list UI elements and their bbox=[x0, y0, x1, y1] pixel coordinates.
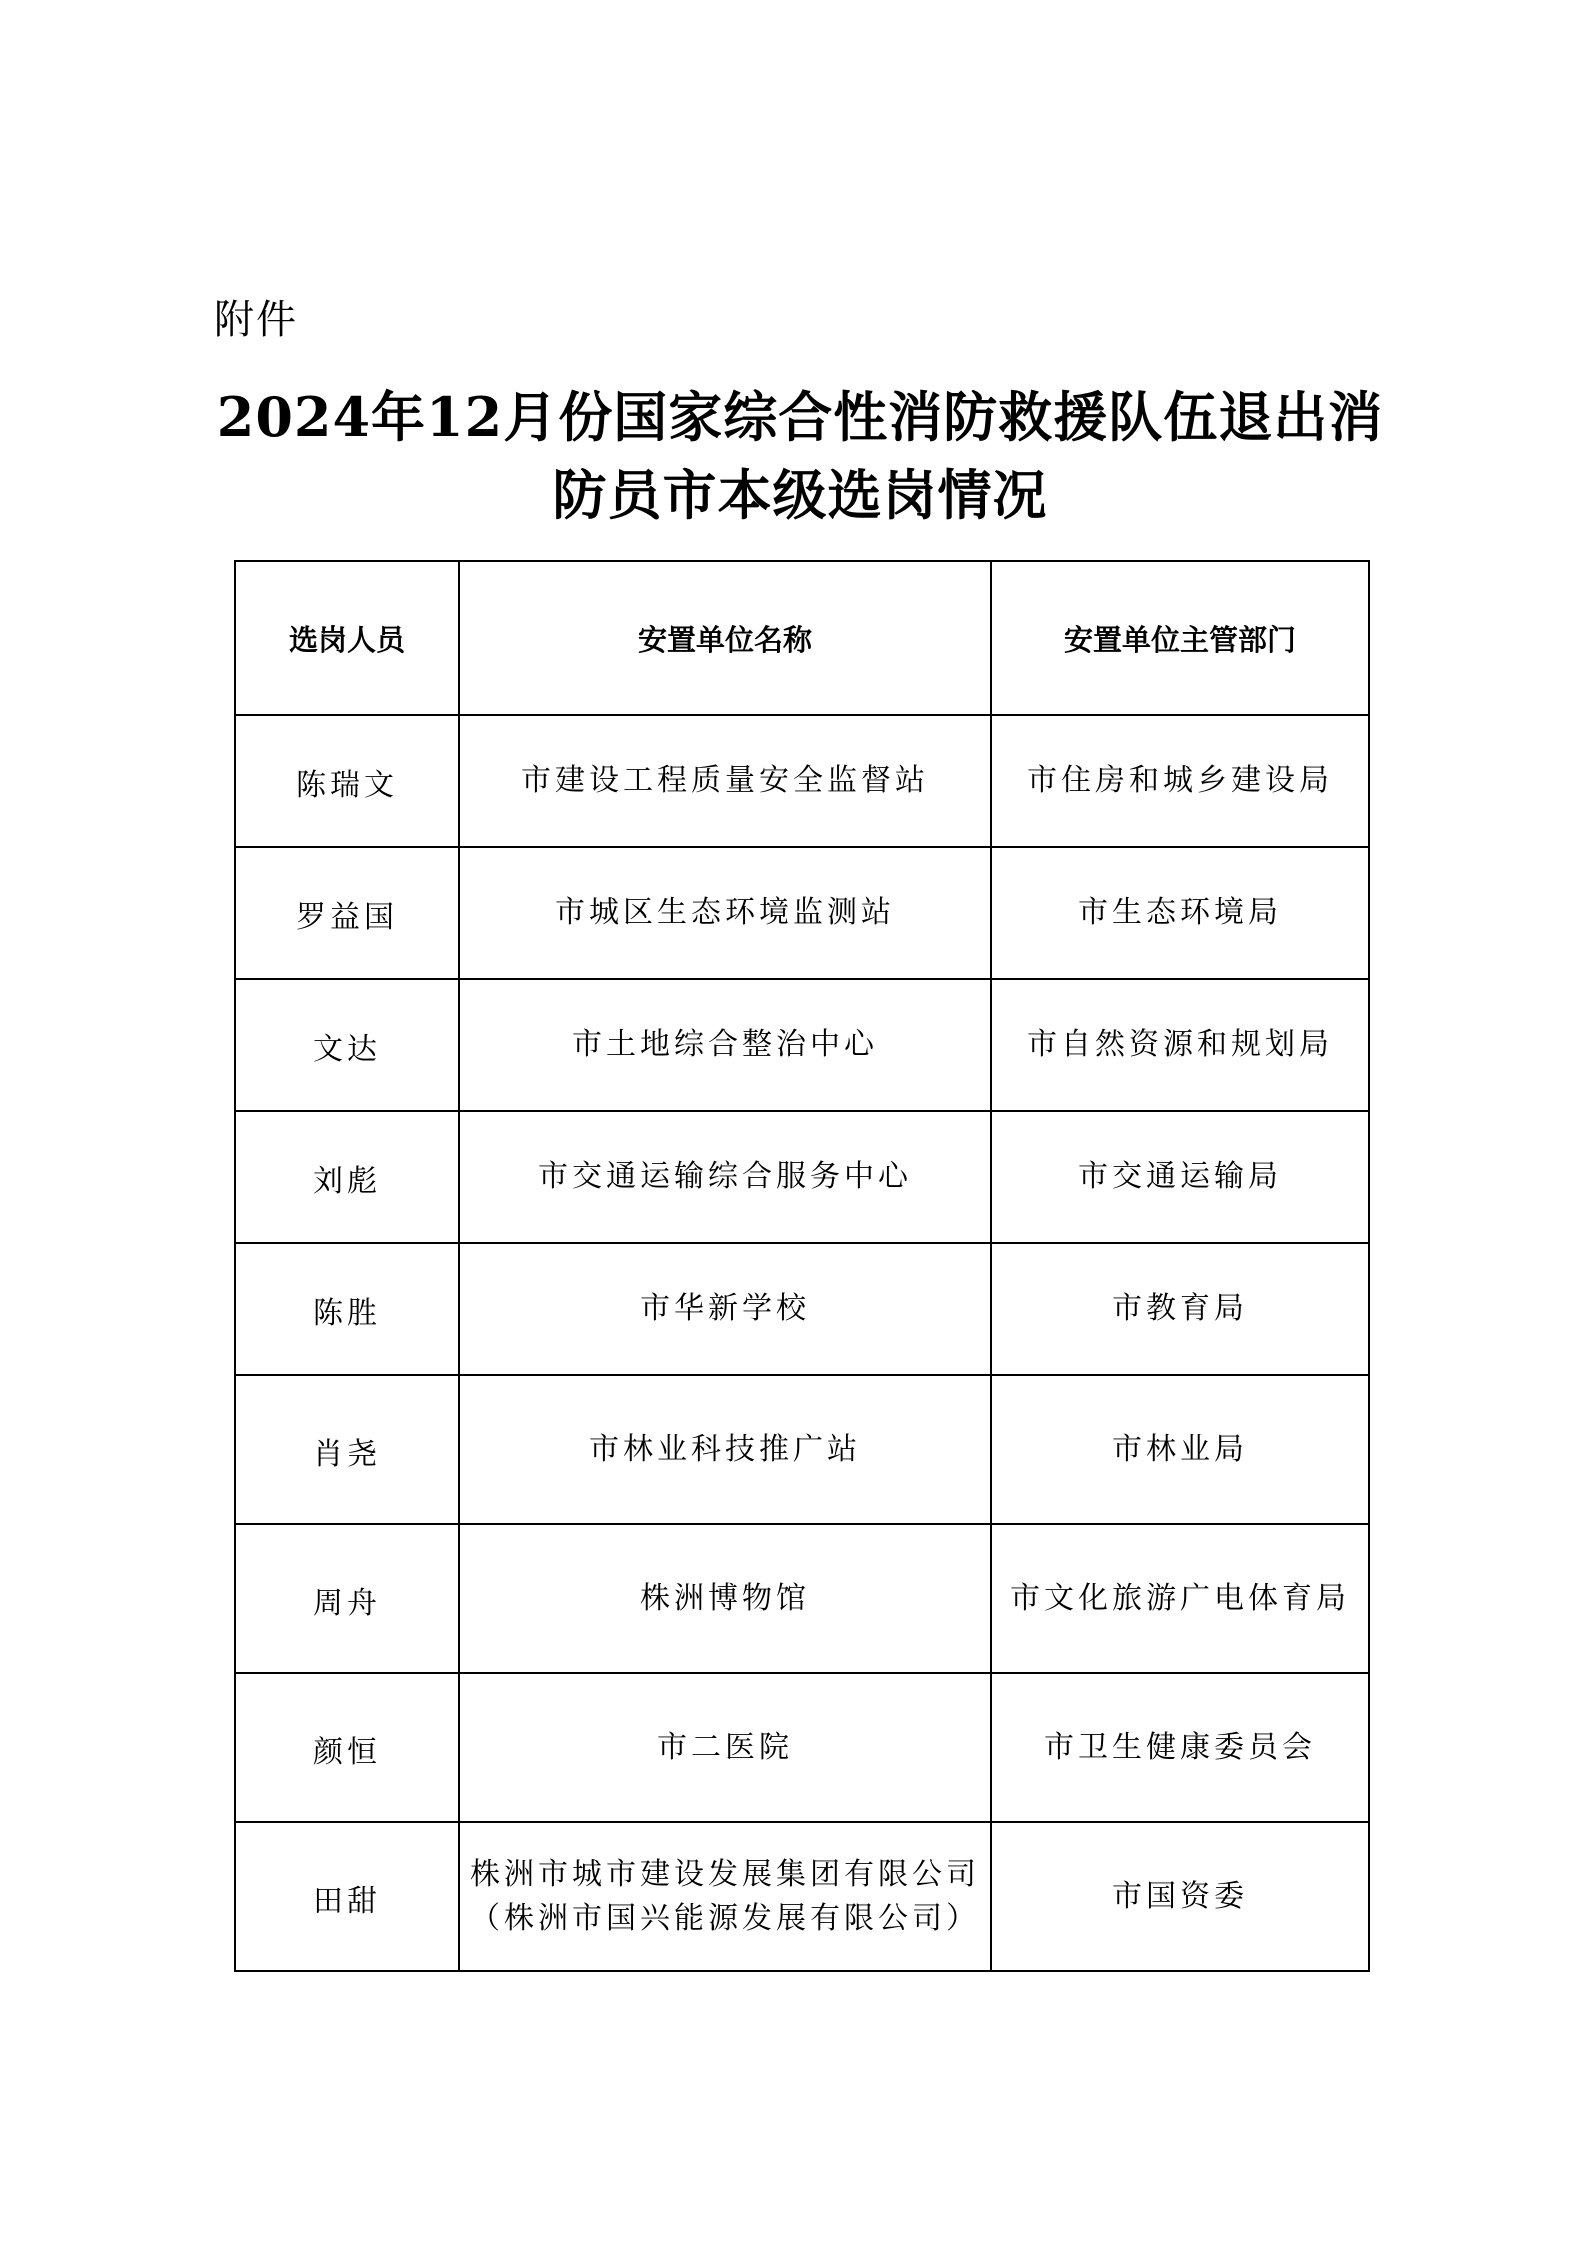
unit-line: 株洲市城市建设发展集团有限公司 bbox=[470, 1856, 980, 1892]
table-row bbox=[235, 1822, 1369, 1971]
placement-table bbox=[234, 560, 1370, 1972]
table-row bbox=[235, 979, 1369, 1111]
person-cell: 陈瑞文 bbox=[235, 715, 459, 847]
table-row bbox=[235, 847, 1369, 979]
table-header-row bbox=[235, 561, 1369, 715]
dept-cell: 市林业局 bbox=[991, 1375, 1369, 1524]
header-person: 选岗人员 bbox=[235, 561, 459, 715]
unit-cell bbox=[459, 715, 991, 847]
person-cell: 周舟 bbox=[235, 1524, 459, 1673]
header-unit: 安置单位名称 bbox=[459, 561, 991, 715]
table-row bbox=[235, 1524, 1369, 1673]
table-row bbox=[235, 1375, 1369, 1524]
dept-cell: 市住房和城乡建设局 bbox=[991, 715, 1369, 847]
table-row bbox=[235, 1673, 1369, 1822]
title-line-1: 2024年12月份国家综合性消防救援队伍退出消 bbox=[216, 385, 1384, 449]
dept-cell: 市国资委 bbox=[991, 1822, 1369, 1971]
dept-cell: 市卫生健康委员会 bbox=[991, 1673, 1369, 1822]
unit-cell bbox=[459, 979, 991, 1111]
attachment-label: 附件 bbox=[214, 297, 298, 343]
dept-cell: 市交通运输局 bbox=[991, 1111, 1369, 1243]
person-cell: 田甜 bbox=[235, 1822, 459, 1971]
unit-cell bbox=[459, 1111, 991, 1243]
unit-cell bbox=[459, 1375, 991, 1524]
person-cell: 罗益国 bbox=[235, 847, 459, 979]
table-row bbox=[235, 715, 1369, 847]
dept-cell: 市自然资源和规划局 bbox=[991, 979, 1369, 1111]
unit-cell bbox=[459, 1524, 991, 1673]
unit-cell bbox=[459, 847, 991, 979]
dept-cell: 市生态环境局 bbox=[991, 847, 1369, 979]
unit-line: 市华新学校 bbox=[640, 1291, 810, 1326]
person-cell: 陈胜 bbox=[235, 1243, 459, 1375]
unit-cell bbox=[459, 1243, 991, 1375]
dept-cell: 市教育局 bbox=[991, 1243, 1369, 1375]
unit-line: 株洲博物馆 bbox=[640, 1580, 810, 1616]
person-cell: 文达 bbox=[235, 979, 459, 1111]
unit-line: 市土地综合整治中心 bbox=[572, 1027, 878, 1062]
table-row bbox=[235, 1243, 1369, 1375]
unit-line: 市林业科技推广站 bbox=[589, 1431, 861, 1467]
table-row bbox=[235, 1111, 1369, 1243]
title-line-2: 防员市本级选岗情况 bbox=[552, 463, 1048, 527]
header-dept: 安置单位主管部门 bbox=[991, 561, 1369, 715]
person-cell: 颜恒 bbox=[235, 1673, 459, 1822]
dept-cell: 市文化旅游广电体育局 bbox=[991, 1524, 1369, 1673]
unit-line: （株洲市国兴能源发展有限公司） bbox=[470, 1900, 980, 1936]
unit-cell bbox=[459, 1673, 991, 1822]
unit-cell bbox=[459, 1822, 991, 1971]
unit-line: 市城区生态环境监测站 bbox=[555, 895, 895, 930]
unit-line: 市交通运输综合服务中心 bbox=[538, 1159, 912, 1194]
unit-line: 市二医院 bbox=[657, 1729, 793, 1765]
person-cell: 肖尧 bbox=[235, 1375, 459, 1524]
document-title bbox=[190, 378, 1410, 534]
unit-line: 市建设工程质量安全监督站 bbox=[521, 763, 929, 798]
person-cell: 刘彪 bbox=[235, 1111, 459, 1243]
